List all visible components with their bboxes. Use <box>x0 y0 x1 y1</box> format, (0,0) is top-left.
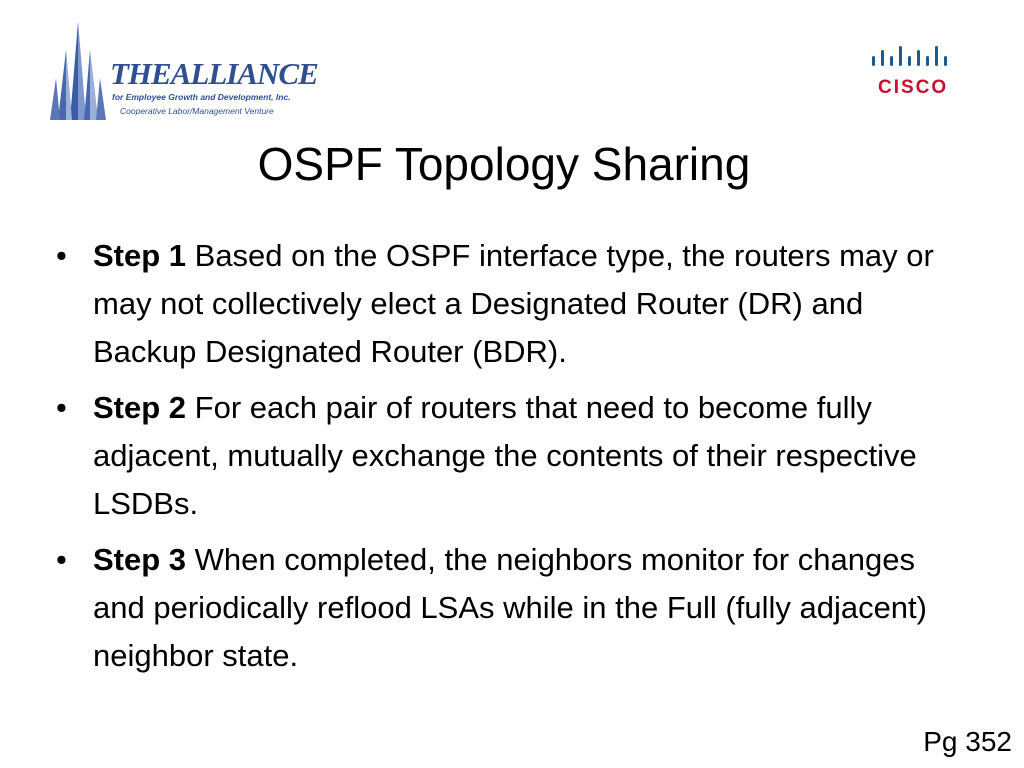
bullet-item-step-2 <box>0 384 943 528</box>
bullet-item-step-3 <box>0 536 943 680</box>
bullet-item-step-1 <box>0 232 943 376</box>
cisco-logo <box>868 44 960 104</box>
cisco-bridge-icon <box>868 44 960 74</box>
alliance-wordmark: THEALLIANCE <box>110 56 318 91</box>
alliance-logo <box>48 20 318 130</box>
step-label: Step 1 <box>93 238 187 273</box>
bullet-dot-icon: • <box>56 542 67 577</box>
slide-title: OSPF Topology Sharing <box>257 138 751 190</box>
page-number: Pg 352 <box>923 726 1012 757</box>
alliance-tagline: Cooperative Labor/Management Venture <box>120 106 274 116</box>
bullet-list <box>0 232 1000 688</box>
cisco-wordmark: CISCO <box>878 77 949 98</box>
alliance-subtitle: for Employee Growth and Development, Inc. <box>112 92 291 102</box>
step-label: Step 3 <box>93 542 187 577</box>
step-label: Step 2 <box>93 390 187 425</box>
bullet-dot-icon: • <box>56 238 67 273</box>
step-text: When completed, the neighbors monitor for changes and periodically reflood LSAs while in the Full (fully adjacent) neighbor state. <box>93 542 927 673</box>
step-text: Based on the OSPF interface type, the routers may or may not collectively elect a Designated Router (DR) and Backup Designated Router (BDR). <box>93 238 934 369</box>
bullet-dot-icon: • <box>56 390 67 425</box>
alliance-building-icon <box>48 20 108 130</box>
step-text: For each pair of routers that need to become fully adjacent, mutually exchange the contents of their respective LSDBs. <box>93 390 917 521</box>
